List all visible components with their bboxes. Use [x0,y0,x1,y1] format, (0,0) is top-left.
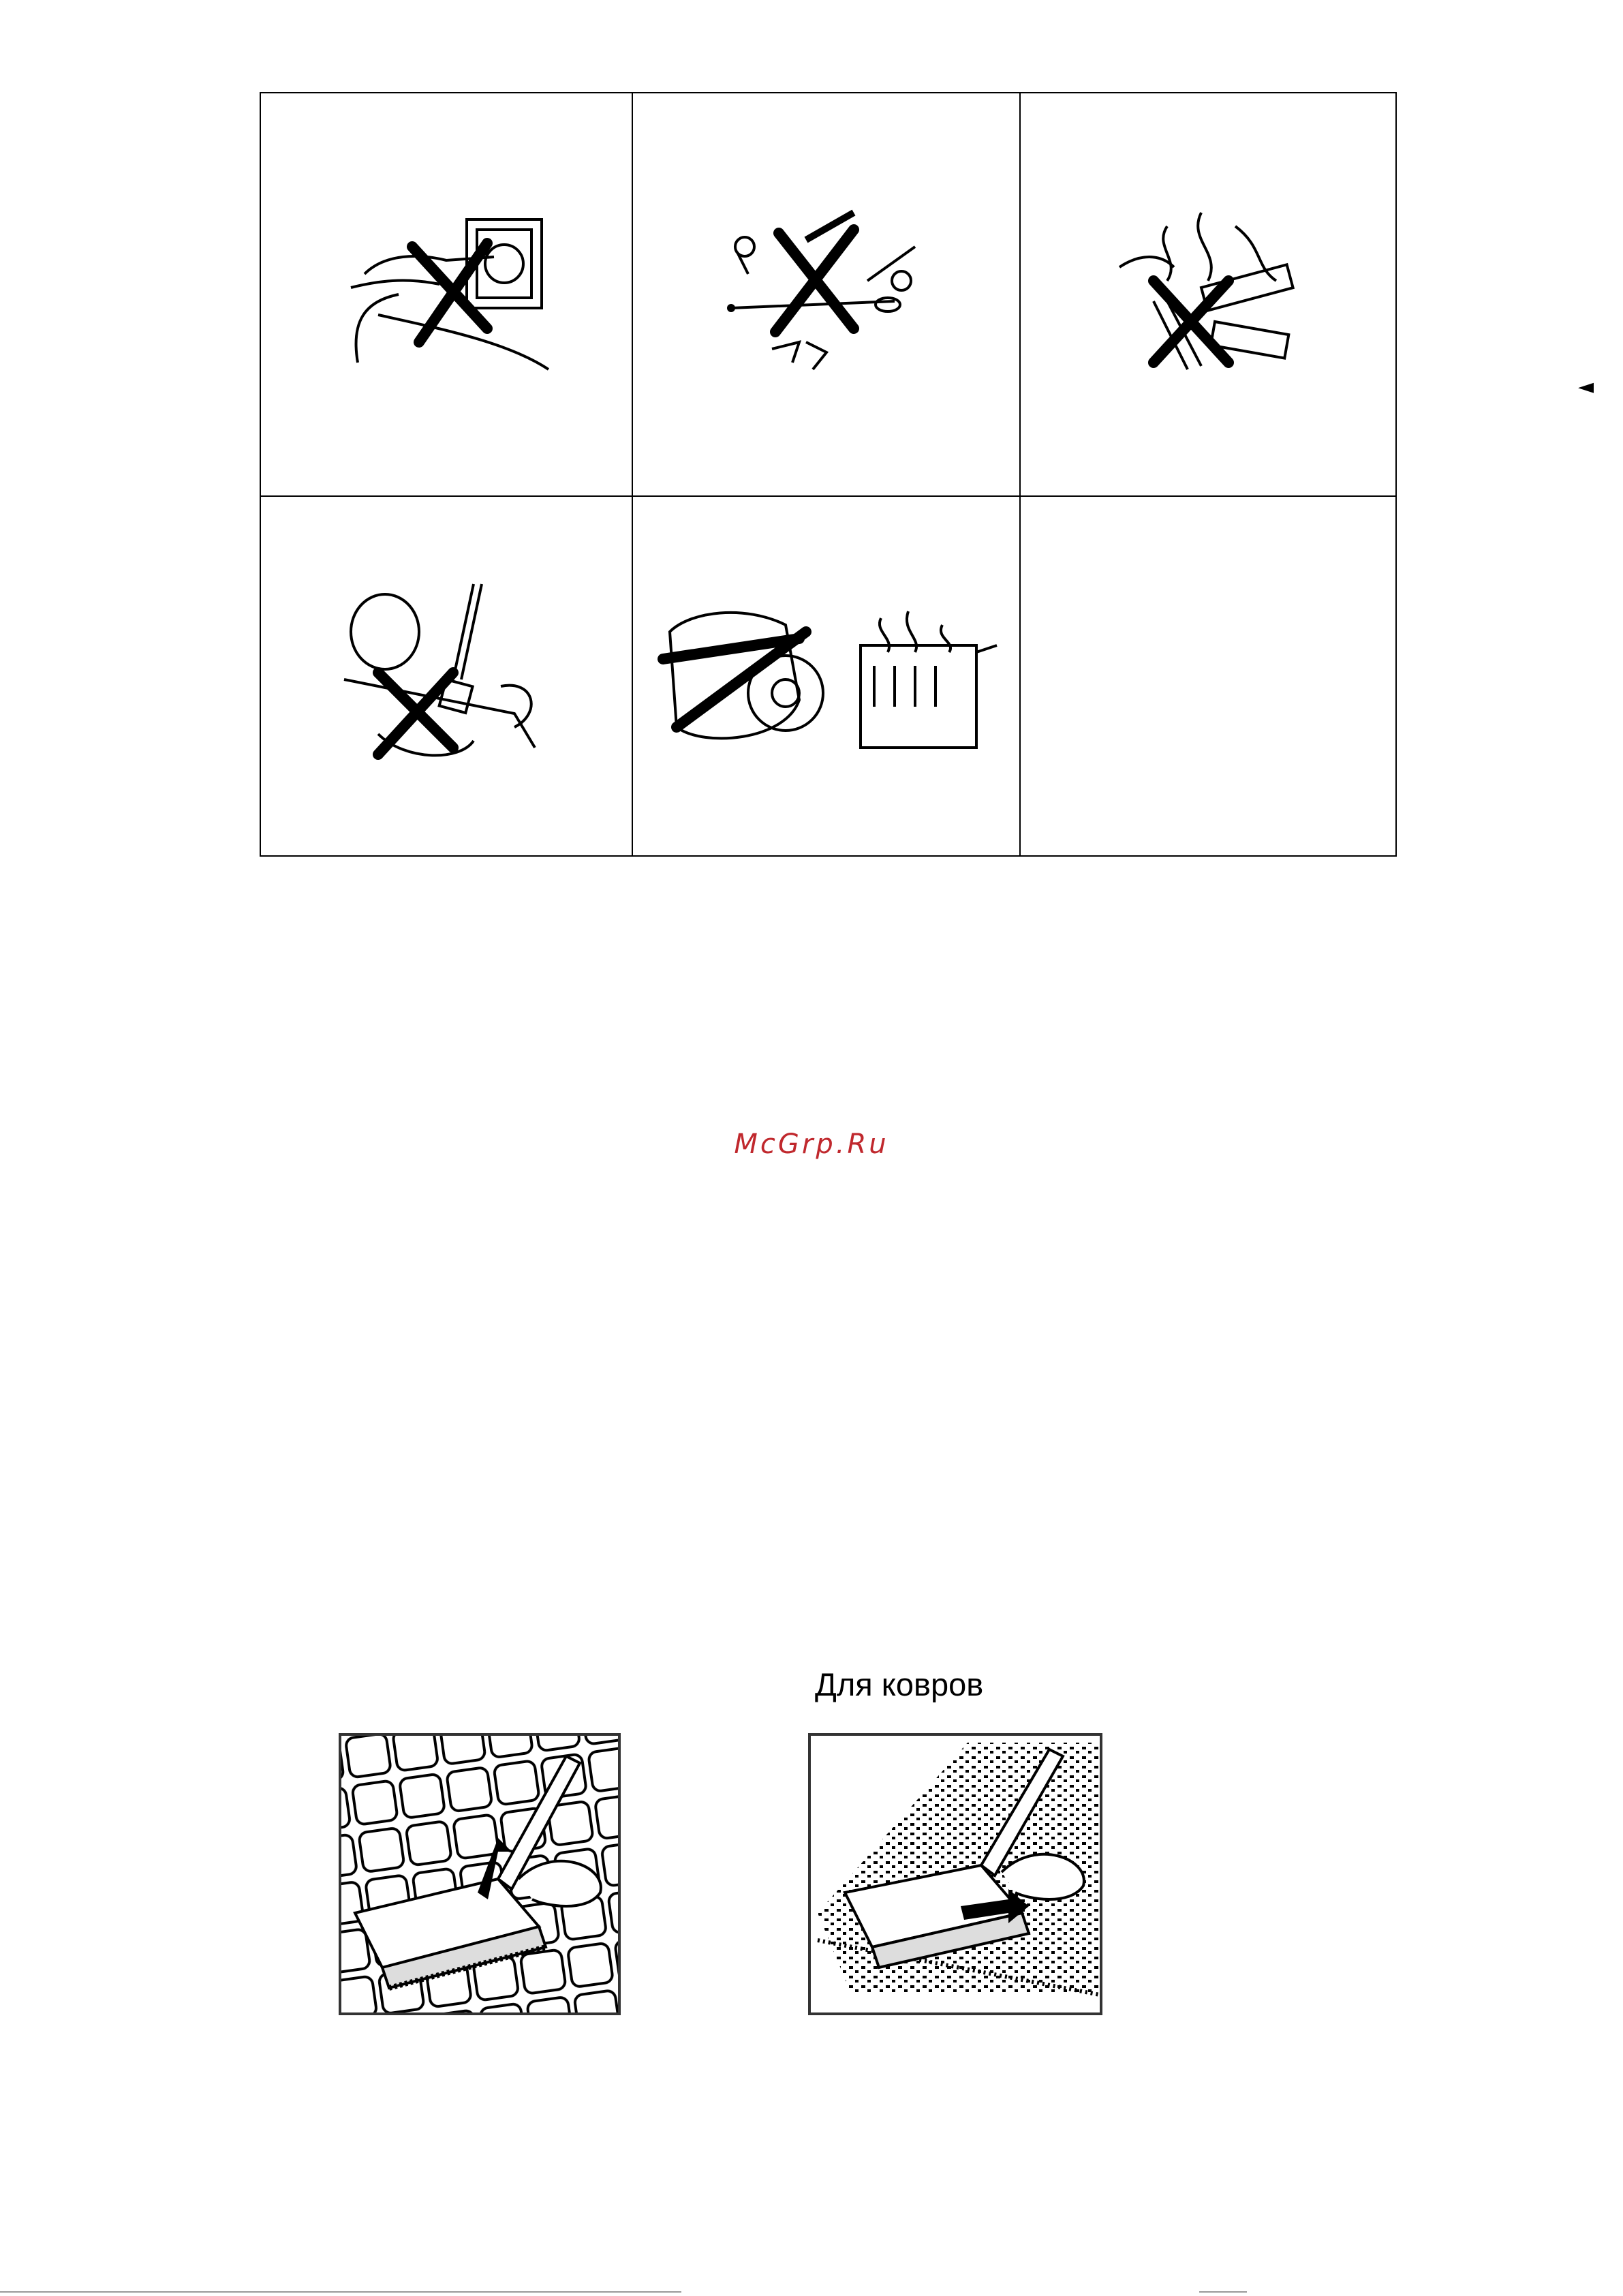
warning-cell-plug [260,93,632,496]
warning-cell-wet-floor [260,496,632,856]
page-arrow[interactable]: ◄ [1578,375,1594,399]
warning-cell-heater [632,496,1020,856]
bottom-rule-right [1199,2291,1247,2293]
cigarettes-icon [1099,206,1317,383]
hard-floor-nozzle-icon [341,1736,618,2012]
warning-cell-empty [1020,496,1396,856]
watermark: McGrp.Ru [734,1129,889,1160]
bottom-rule [0,2291,681,2293]
sharp-objects-icon [717,206,936,383]
illustration-hard-floor [339,1733,621,2015]
illustration-carpet [808,1733,1102,2015]
caption: Для ковров [815,1666,984,1702]
plug-icon [337,206,555,383]
warning-cell-sharp-objects [632,93,1020,496]
warning-cell-cigarettes [1020,93,1396,496]
heater-icon [649,591,1004,761]
warning-table [260,92,1397,857]
carpet-nozzle-icon [811,1736,1100,2012]
wet-floor-icon [337,577,555,775]
